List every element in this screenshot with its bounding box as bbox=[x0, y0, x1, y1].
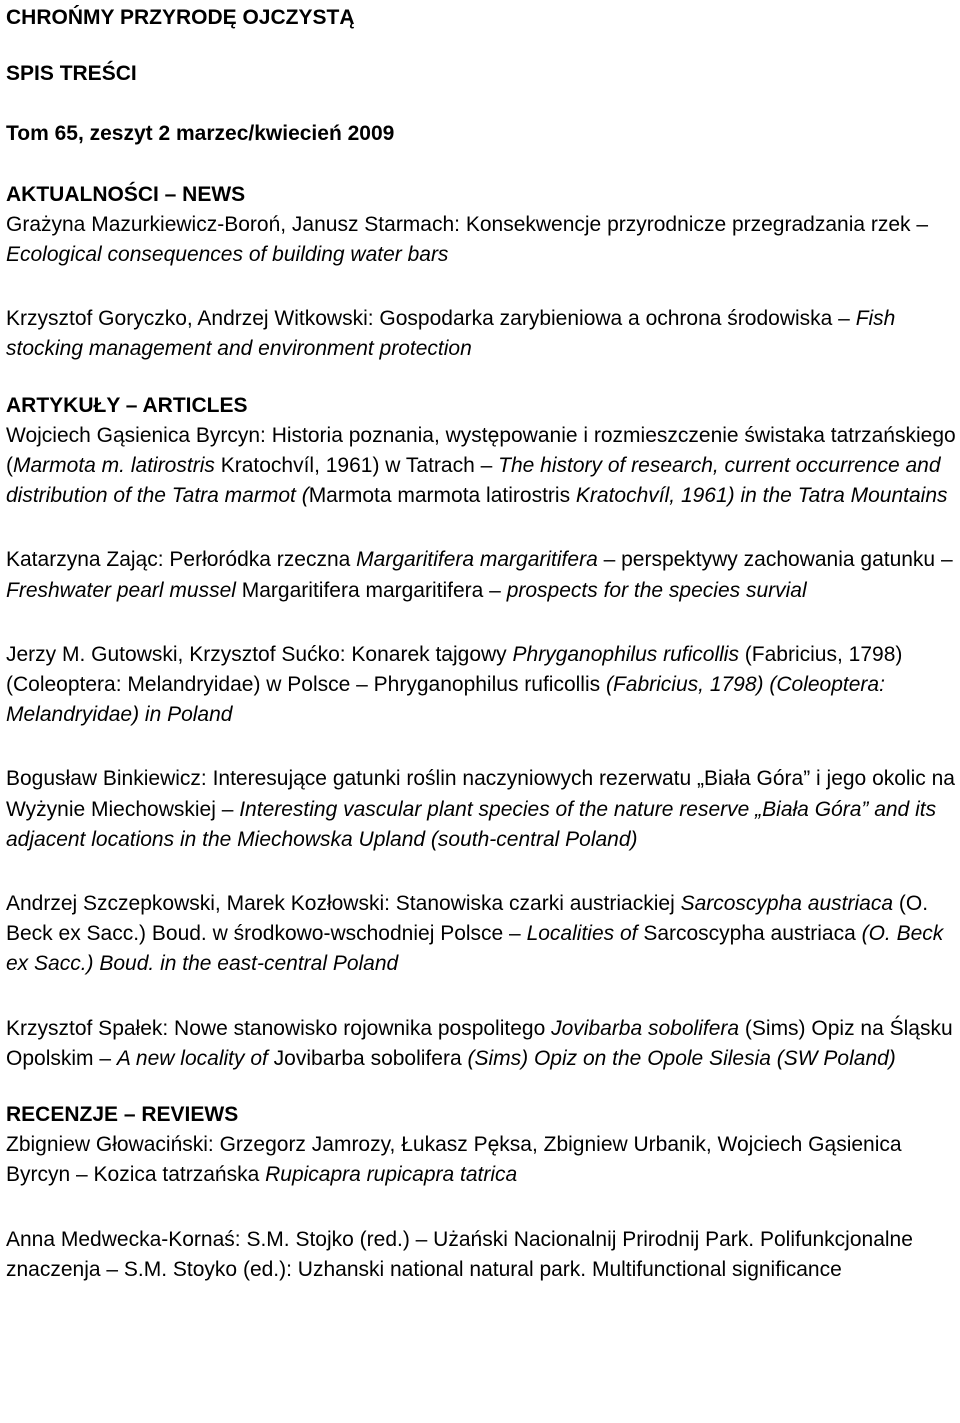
entry-english-title: (Fabricius, 1798) (Coleoptera: Melandryidae) in Poland bbox=[6, 673, 885, 727]
entry-text: (O. Beck ex Sacc.) Boud. w środkowo-wschodniej Polsce – bbox=[6, 892, 929, 946]
toc-entry-article-2 bbox=[6, 545, 958, 605]
entry-text: Anna Medwecka-Kornaś: S.M. Stojko (red.) – Użański Nacionalnij Prirodnij Park. Polifunkcjonalne znaczenja – S.M. Stoyko (ed.): Uzhanski national natural park. Multifunctional significance bbox=[6, 1227, 913, 1281]
toc-entry-article-1 bbox=[6, 421, 958, 512]
entry-species-name: Marmota m. latirostris bbox=[13, 454, 215, 478]
toc-entry-article-3 bbox=[6, 640, 958, 731]
entry-english-title: A new locality of bbox=[116, 1046, 268, 1070]
entry-text: Kratochvíl, 1961) w Tatrach – bbox=[214, 454, 499, 478]
toc-entry-article-5 bbox=[6, 889, 958, 980]
entry-english-title: Ecological consequences of building water bars bbox=[6, 243, 449, 267]
entry-text: Wojciech Gąsienica Byrcyn: Historia poznania, występowanie i rozmieszczenie świstaka tatrzańskiego ( bbox=[6, 423, 956, 478]
entry-english-title: Freshwater pearl mussel bbox=[6, 578, 236, 602]
entry-species-name: Jovibarba sobolifera bbox=[551, 1016, 740, 1040]
section-heading-news: AKTUALNOŚCI – NEWS bbox=[6, 182, 246, 206]
toc-entry-news-1 bbox=[6, 210, 958, 270]
entry-text: (Fabricius, 1798) (Coleoptera: Melandryidae) w Polsce – Phryganophilus ruficollis bbox=[6, 642, 903, 697]
entry-english-title: (Sims) Opiz on the Opole Silesia (SW Poland) bbox=[467, 1046, 896, 1070]
entry-text: (Sims) Opiz na Śląsku Opolskim – bbox=[6, 1016, 953, 1070]
entry-text: Katarzyna Zając: Perłoródka rzeczna bbox=[6, 548, 357, 572]
entry-species-name: Sarcoscypha austriaca bbox=[680, 892, 894, 916]
entry-english-title: The history of research, current occurrence and distribution of the Tatra marmot ( bbox=[6, 454, 941, 508]
section-heading-articles: ARTYKUŁY – ARTICLES bbox=[6, 393, 248, 417]
entry-species-name: Sarcoscypha austriaca bbox=[637, 922, 862, 946]
entry-text: Bogusław Binkiewicz: Interesujące gatunki roślin naczyniowych rezerwatu „Biała Góra” i jego okolic na Wyżynie Miechowskiej – bbox=[6, 767, 955, 821]
toc-entry-article-6 bbox=[6, 1014, 958, 1074]
entry-species-name: Rupicapra rupicapra tatrica bbox=[265, 1163, 518, 1187]
issue-info: Tom 65, zeszyt 2 marzec/kwiecień 2009 bbox=[6, 122, 395, 146]
entry-polish-text: Krzysztof Goryczko, Andrzej Witkowski: Gospodarka zarybieniowa a ochrona środowiska – bbox=[6, 307, 856, 331]
section-heading-reviews: RECENZJE – REVIEWS bbox=[6, 1103, 239, 1127]
entry-english-title: Fish stocking management and environment protection bbox=[6, 307, 896, 361]
toc-entry-news-2 bbox=[6, 304, 958, 364]
entry-species-name: Phryganophilus ruficollis bbox=[512, 642, 739, 666]
table-of-contents-document bbox=[6, 0, 958, 1285]
toc-entry-review-2 bbox=[6, 1225, 958, 1285]
entry-species-name: Margaritifera margaritifera bbox=[356, 548, 598, 572]
entry-text: – perspektywy zachowania gatunku – bbox=[597, 548, 953, 572]
entry-english-title: (O. Beck ex Sacc.) Boud. in the east-central Poland bbox=[6, 922, 944, 976]
toc-entry-review-1 bbox=[6, 1130, 958, 1190]
entry-english-title: Interesting vascular plant species of the nature reserve „Biała Góra” and its adjacent locations in the Miechowska Upland (south-central Poland) bbox=[6, 797, 937, 851]
entry-text: Zbigniew Głowaciński: Grzegorz Jamrozy, Łukasz Pęksa, Zbigniew Urbanik, Wojciech Gąsienica Byrcyn – Kozica tatrzańska bbox=[6, 1133, 902, 1187]
toc-heading: SPIS TREŚCI bbox=[6, 62, 137, 86]
toc-entry-article-4 bbox=[6, 764, 958, 855]
entry-english-title: Kratochvíl, 1961) in the Tatra Mountains bbox=[575, 484, 948, 508]
entry-species-name: Jovibarba sobolifera bbox=[267, 1046, 468, 1070]
journal-title: CHROŃMY PRZYRODĘ OJCZYSTĄ bbox=[6, 6, 355, 29]
entry-english-title: Localities of bbox=[526, 922, 638, 946]
entry-text: Andrzej Szczepkowski, Marek Kozłowski: Stanowiska czarki austriackiej bbox=[6, 892, 681, 916]
entry-species-name: Marmota marmota latirostris bbox=[308, 484, 576, 508]
entry-text: Jerzy M. Gutowski, Krzysztof Sućko: Konarek tajgowy bbox=[6, 642, 513, 666]
entry-polish-text: Grażyna Mazurkiewicz-Boroń, Janusz Starmach: Konsekwencje przyrodnicze przegradzania rzek – bbox=[6, 212, 929, 236]
entry-english-title: prospects for the species survial bbox=[506, 578, 807, 602]
entry-text: Krzysztof Spałek: Nowe stanowisko rojownika pospolitego bbox=[6, 1016, 552, 1040]
entry-species-name: Margaritifera margaritifera – bbox=[235, 578, 507, 602]
